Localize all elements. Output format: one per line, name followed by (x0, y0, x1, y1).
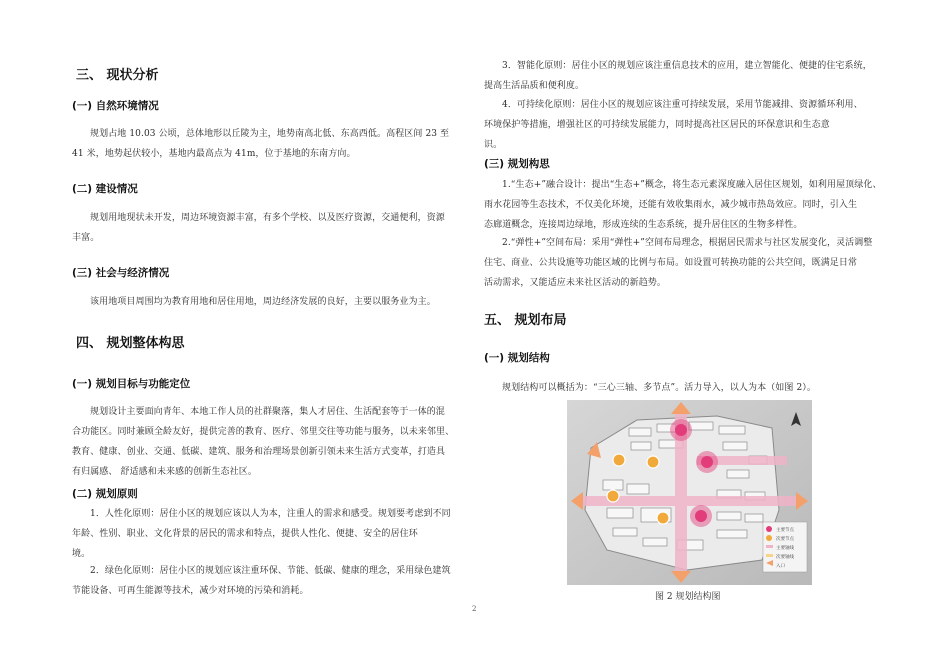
text-line: 态廊道概念，连接周边绿地，形成连续的生态系统，提升居住区的生物多样性。 (484, 220, 803, 230)
text-line: 该用地项目周围均为教育用地和居住用地，周边经济发展的良好，主要以服务业为主。 (90, 297, 436, 307)
text-line: 识。 (484, 140, 503, 150)
structure-paragraph: 规划结构可以概括为：“三心三轴、多节点”。活力导入，以人为本（如图 2）。 (502, 383, 816, 393)
concept-1-paragraph (484, 175, 884, 235)
goal-paragraph (72, 402, 470, 482)
natural-env-paragraph (72, 124, 470, 164)
text-line: 雨水花园等生态技术，不仅美化环境，还能有效收集雨水，减少城市热岛效应。同时，引入生 (484, 200, 858, 210)
text-line: 境。 (72, 549, 91, 559)
text-line: 丰富。 (72, 233, 100, 243)
text-line: 年龄、性别、职业、文化背景的居民的需求和特点，提供人性化、便捷、安全的居住环 (72, 529, 418, 539)
text-line: 节能设备、可再生能源等技术，减少对环境的污染和消耗。 (72, 586, 309, 596)
principle-1-paragraph (72, 504, 470, 564)
text-line: 环境保护等措施，增强社区的可持续发展能力，同时提高社区居民的环保意识和生态意 (484, 120, 830, 130)
subsection-goal-heading: (一) 规划目标与功能定位 (72, 378, 191, 390)
text-line: 2．绿色化原则：居住小区的规划应该注重环保、节能、低碳、健康的理念，采用绿色建筑 (90, 566, 451, 576)
text-line: 规划用地现状未开发，周边环境资源丰富，有多个学校、以及医疗资源，交通便利，资源 (90, 213, 445, 223)
subsection-construction-heading: (二) 建设情况 (72, 183, 138, 195)
principle-2-paragraph (72, 561, 470, 601)
text-line: 规划占地 10.03 公顷，总体地形以丘陵为主，地势南高北低、东高西低。高程区间 23 至 (90, 129, 450, 139)
text-line: 教育、健康、创业、交通、低碳、建筑、服务和治理场景创新引领未来生活方式变革，打造具 (72, 447, 446, 457)
concept-2-paragraph (484, 233, 884, 293)
text-line: 提高生活品质和便利度。 (484, 81, 585, 91)
text-line: 活动需求，又能适应未来社区活动的新趋势。 (484, 278, 667, 288)
section-5-heading: 五、 规划布局 (484, 313, 567, 328)
page-number: 2 (472, 605, 477, 613)
section-4-heading: 四、 规划整体构思 (76, 336, 185, 351)
legend-label: 次要节点 (776, 537, 794, 542)
section-3-heading: 三、 现状分析 (76, 68, 159, 83)
legend-label: 主要轴线 (776, 546, 794, 551)
map-legend (763, 522, 807, 572)
social-economy-paragraph (72, 292, 470, 312)
construction-paragraph (72, 208, 470, 248)
legend-label: 主要节点 (776, 528, 794, 533)
planning-structure-map (567, 400, 812, 585)
principle-4-paragraph (484, 95, 884, 155)
subsection-concept-heading: (三) 规划构思 (484, 158, 550, 170)
subsection-natural-env-heading: (一) 自然环境情况 (72, 100, 159, 112)
legend-label: 次要轴线 (776, 555, 794, 560)
map-graphic (567, 400, 812, 585)
subsection-social-economy-heading: (三) 社会与经济情况 (72, 267, 170, 279)
text-line: 41 米，地势起伏较小，基地内最高点为 41m，位于基地的东南方向。 (72, 149, 356, 159)
subsection-structure-heading: (一) 规划结构 (484, 352, 550, 364)
principle-3-paragraph (484, 56, 884, 96)
legend-label: 入口 (776, 564, 785, 569)
text-line: 2.“弹性+”空间布局：采用“弹性+”空间布局理念，根据居民需求与社区发展变化，灵活调整 (502, 238, 873, 248)
text-line: 1．人性化原则：居住小区的规划应该以人为本，注重人的需求和感受。规划要考虑到不同 (90, 509, 451, 519)
text-line: 1.“生态+”融合设计：提出“生态+”概念，将生态元素深度融入居住区规划，如利用屋顶绿化、 (502, 180, 882, 190)
text-line: 住宅、商业、公共设施等功能区域的比例与布局。如设置可转换功能的公共空间，既满足日常 (484, 258, 858, 268)
figure-caption: 图 2 规划结构图 (655, 592, 721, 602)
text-line: 规划设计主要面向青年、本地工作人员的社群聚落，集人才居住、生活配套等于一体的混 (90, 407, 445, 417)
text-line: 有归属感、 舒适感和未来感的创新生态社区。 (72, 467, 257, 477)
text-line: 合功能区。同时兼顾全龄友好，提供完善的教育、医疗、邻里交往等功能与服务，以未来邻里、 (72, 427, 455, 437)
text-line: 4．可持续化原则：居住小区的规划应该注重可持续发展，采用节能减排、资源循环利用、 (502, 100, 863, 110)
text-line: 3．智能化原则：居住小区的规划应该注重信息技术的应用，建立智能化、便捷的住宅系统， (502, 61, 872, 71)
subsection-principle-heading: (二) 规划原则 (72, 488, 138, 500)
